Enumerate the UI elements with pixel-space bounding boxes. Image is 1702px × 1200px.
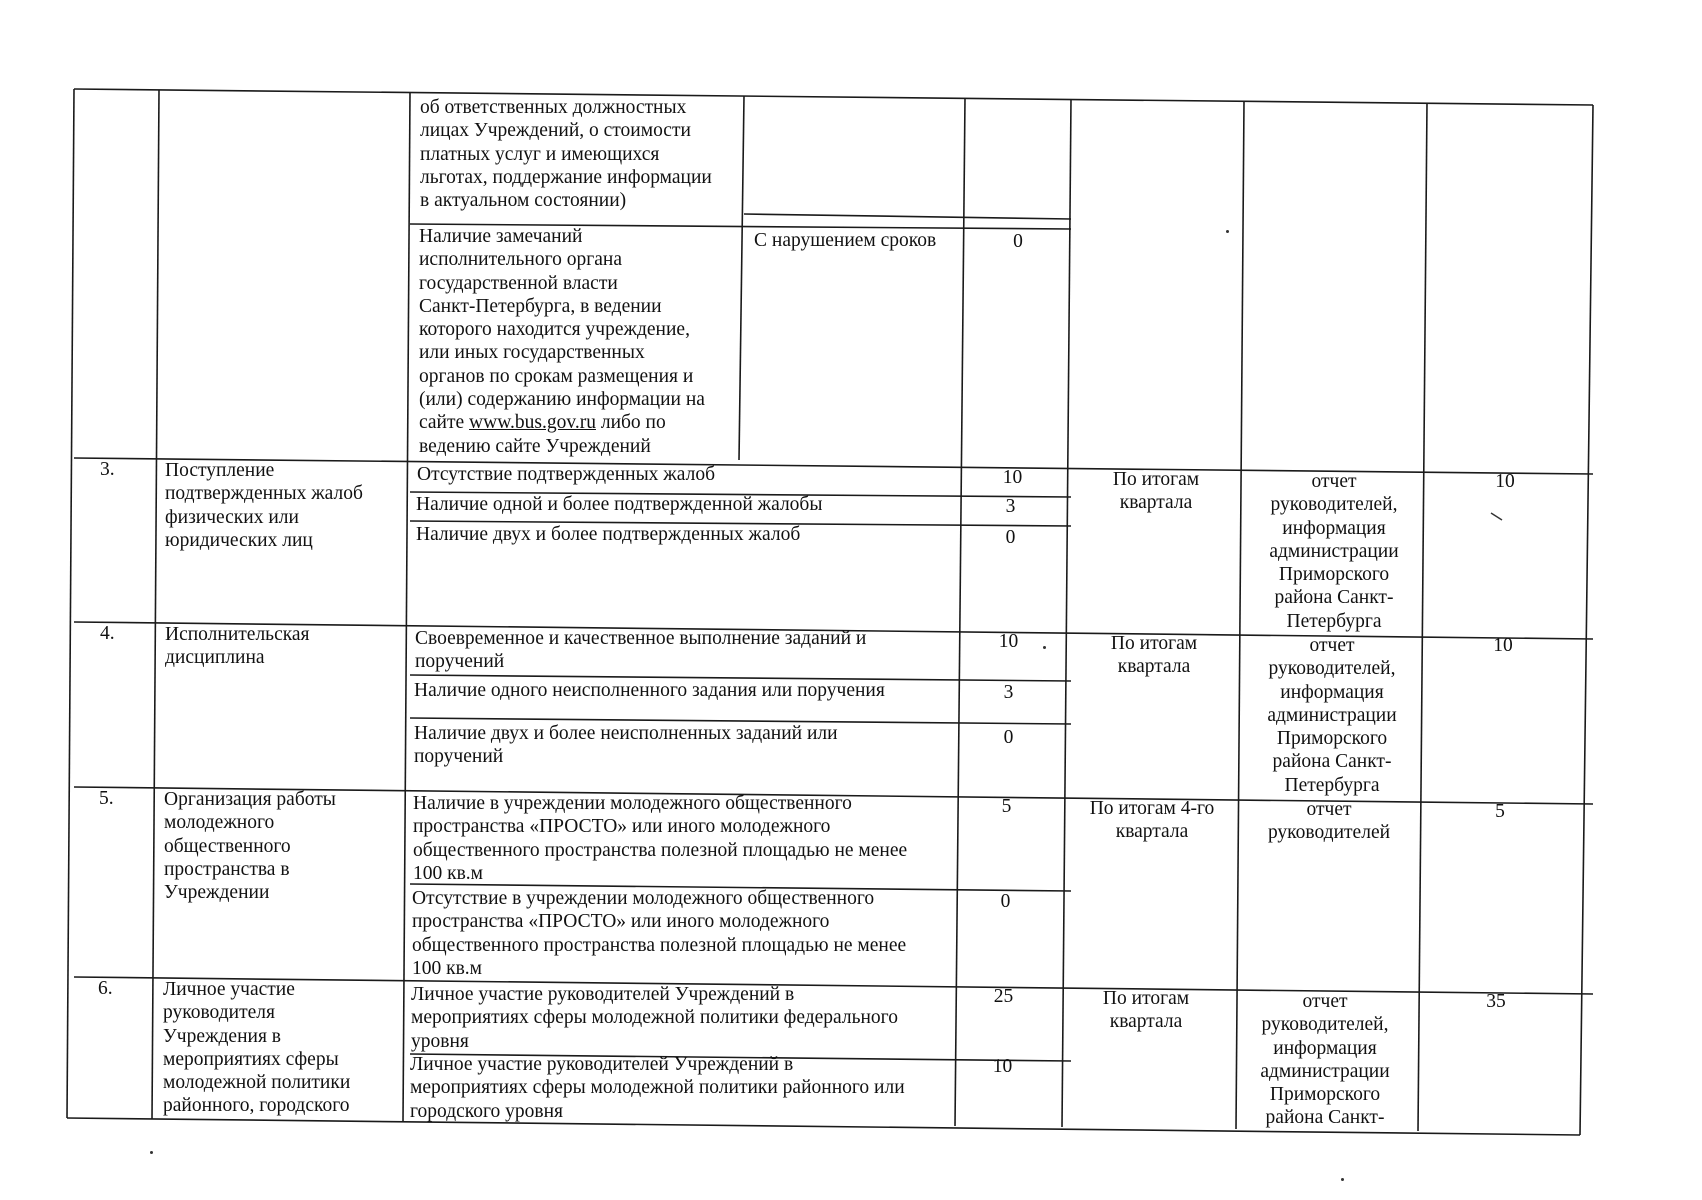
reporting-period: По итогам квартала [1110,633,1198,678]
data-source: отчет руководителей, информация администрации Приморского района Санкт- Петербурга [1269,471,1399,632]
criterion-text: Наличие одного неисполненного задания или поручения [414,680,885,701]
criterion-points: 5 [1001,796,1012,817]
data-source: отчет руководителей, информация администрации Приморского района Санкт- Петербурга [1267,635,1397,796]
reporting-period: По итогам квартала [1102,988,1190,1033]
max-points: 10 [1495,471,1515,492]
criterion-points: 10 [1002,467,1023,488]
criterion-points: 0 [1003,727,1014,748]
row-number: 4. [100,623,115,644]
criterion-text: Отсутствие в учреждении молодежного общественного пространства «ПРОСТО» или иного молодежного общественного пространства полезной площадью не менее 100 кв.м [412,888,907,979]
criterion-text [419,225,739,458]
criterion-text: об ответственных должностных лицах Учреждений, о стоимости платных услуг и имеющихся льготах, поддержание информации в актуальном состоянии) [420,97,712,212]
criterion-points: 0 [1005,527,1016,548]
scan-speck [1043,646,1046,649]
criterion-points: 3 [1003,682,1014,703]
criterion-text-part: либо по ведению сайте Учреждений [419,412,666,457]
criterion-points: 0 [1000,891,1011,912]
criterion-points: 3 [1005,496,1016,517]
data-source: отчет руководителей [1267,799,1391,844]
indicator-name: Поступление подтвержденных жалоб физических или юридических лиц [165,460,363,551]
criterion-text: Своевременное и качественное выполнение заданий и поручений [415,628,867,673]
indicator-name: Исполнительская дисциплина [165,624,310,669]
row-number: 5. [99,788,114,809]
criterion-text: Отсутствие подтвержденных жалоб [417,464,716,485]
max-points: 35 [1486,991,1506,1012]
scan-mark [1490,512,1504,522]
criterion-points: 10 [998,631,1019,652]
reporting-period: По итогам квартала [1112,469,1200,514]
criterion-text: Личное участие руководителей Учреждений в мероприятиях сферы молодежной политики федерального уровня [411,984,898,1052]
website-link[interactable]: www.bus.gov.ru [469,412,596,434]
scan-speck [1341,1178,1344,1181]
row-number: 3. [100,459,115,480]
reporting-period: По итогам 4-го квартала [1089,798,1215,843]
scan-speck [150,1151,153,1154]
criterion-condition: С нарушением сроков [754,230,937,251]
indicator-name: Личное участие руководителя Учреждения в мероприятиях сферы молодежной политики районного, городского [163,979,351,1117]
scan-speck [1226,230,1229,233]
indicator-name: Организация работы молодежного общественного пространства в Учреждении [164,789,336,904]
criterion-points: 10 [992,1056,1013,1077]
criterion-text: Наличие двух и более подтвержденных жалоб [416,524,801,545]
criterion-text: Наличие в учреждении молодежного общественного пространства «ПРОСТО» или иного молодежного общественного пространства полезной площадью не менее 100 кв.м [413,793,908,884]
criterion-text-part: Наличие замечаний исполнительного органа государственной власти Санкт-Петербурга, в ведении которого находится учреждение, или иных государственных органов по срокам размещения и (или) содержанию информации на сайте [419,226,705,434]
criterion-points: 25 [993,986,1014,1007]
max-points: 5 [1495,801,1505,822]
criterion-text: Наличие двух и более неисполненных заданий или поручений [414,723,838,768]
criterion-text: Наличие одной и более подтвержденной жалобы [416,494,823,515]
data-source: отчет руководителей, информация администрации Приморского района Санкт- [1260,991,1390,1129]
max-points: 10 [1493,635,1513,656]
criterion-points: 0 [1013,231,1023,252]
row-number: 6. [98,978,113,999]
criterion-text: Личное участие руководителей Учреждений в мероприятиях сферы молодежной политики районного или городского уровня [410,1054,905,1122]
